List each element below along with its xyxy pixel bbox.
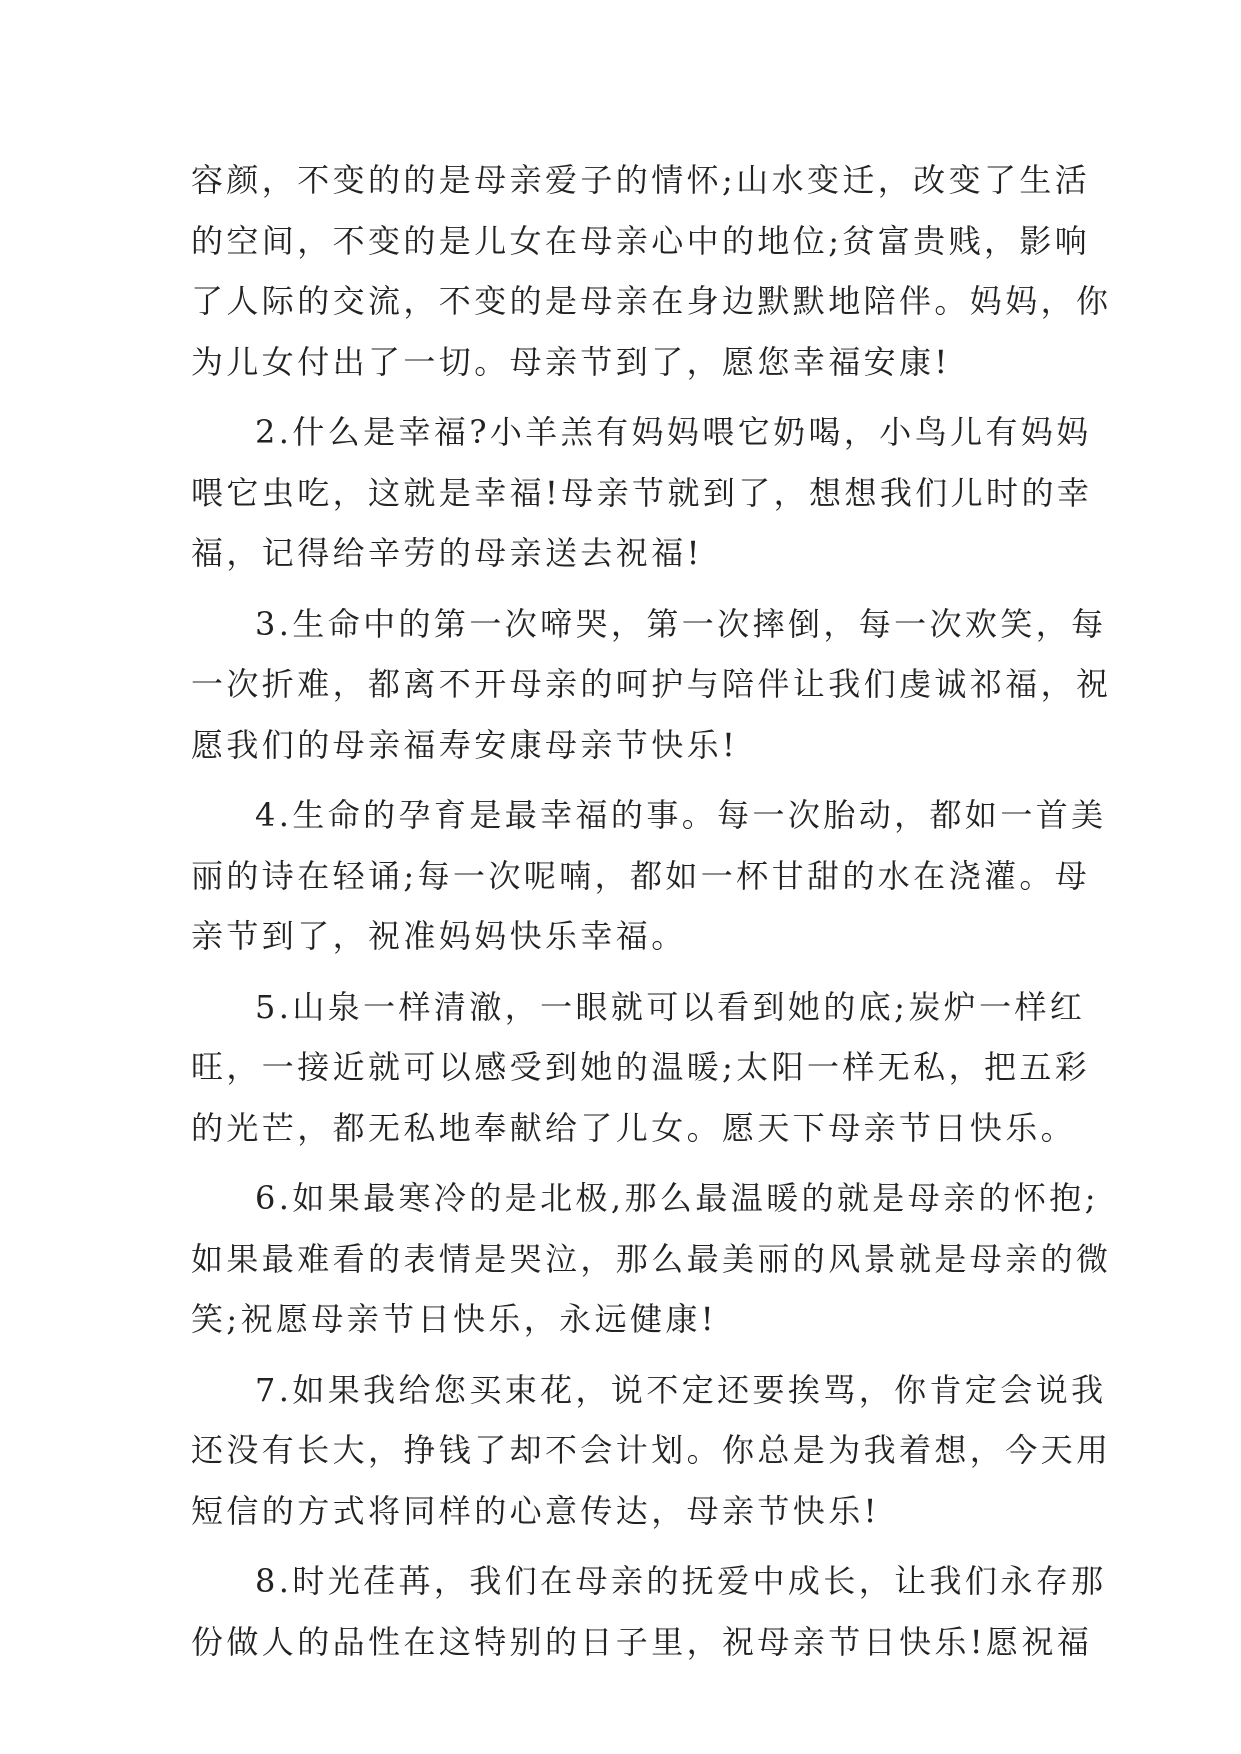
text-line: 丽的诗在轻诵;每一次呢喃，都如一杯甘甜的水在浇灌。母	[191, 856, 1091, 895]
text-line: 福，记得给辛劳的母亲送去祝福!	[191, 534, 703, 572]
paragraph	[191, 594, 1112, 776]
text-line: 如果最难看的表情是哭泣，那么最美丽的风景就是母亲的微	[191, 1239, 1112, 1278]
text-line: 6.如果最寒冷的是北极,那么最温暖的就是母亲的怀抱;	[255, 1179, 1099, 1217]
text-line: 还没有长大，挣钱了却不会计划。你总是为我着想，今天用	[191, 1431, 1112, 1469]
text-line: 2.什么是幸福?小羊羔有妈妈喂它奶喝，小鸟儿有妈妈	[255, 413, 1092, 451]
text-line: 笑;祝愿母亲节日快乐，永远健康!	[191, 1300, 718, 1338]
paragraph	[191, 1168, 1112, 1350]
paragraph	[191, 1551, 1107, 1672]
paragraph	[191, 150, 1112, 392]
text-line: 亲节到了，祝准妈妈快乐幸福。	[191, 917, 687, 955]
document-body	[191, 150, 1112, 1672]
text-line: 份做人的品性在这特别的日子里，祝母亲节日快乐!愿祝福	[191, 1622, 1093, 1661]
text-line: 喂它虫吃，这就是幸福!母亲节就到了，想想我们儿时的幸	[191, 473, 1093, 512]
text-line: 容颜，不变的的是母亲爱子的情怀;山水变迁，改变了生活	[191, 161, 1091, 199]
text-line: 旺，一接近就可以感受到她的温暖;太阳一样无私，把五彩	[191, 1048, 1091, 1086]
paragraph	[191, 402, 1093, 584]
text-line: 了人际的交流，不变的是母亲在身边默默地陪伴。妈妈，你	[191, 282, 1112, 320]
text-line: 愿我们的母亲福寿安康母亲节快乐!	[191, 725, 739, 764]
text-line: 8.时光荏苒，我们在母亲的抚爱中成长，让我们永存那	[255, 1562, 1107, 1600]
text-line: 5.山泉一样清澈，一眼就可以看到她的底;炭炉一样红	[255, 987, 1086, 1026]
text-line: 一次折难，都离不开母亲的呵护与陪伴让我们虔诚祁福，祝	[191, 665, 1112, 703]
text-line: 的空间，不变的是儿女在母亲心中的地位;贫富贵贱，影响	[191, 221, 1091, 260]
paragraph	[191, 977, 1091, 1159]
text-line: 的光芒，都无私地奉献给了儿女。愿天下母亲节日快乐。	[191, 1108, 1077, 1147]
text-line: 为儿女付出了一切。母亲节到了，愿您幸福安康!	[191, 342, 951, 381]
text-line: 4.生命的孕育是最幸福的事。每一次胎动，都如一首美	[255, 796, 1107, 834]
text-line: 短信的方式将同样的心意传达，母亲节快乐!	[191, 1491, 880, 1530]
paragraph	[191, 1360, 1112, 1542]
paragraph	[191, 785, 1107, 967]
text-line: 3.生命中的第一次啼哭，第一次摔倒，每一次欢笑，每	[255, 604, 1107, 643]
text-line: 7.如果我给您买束花，说不定还要挨骂，你肯定会说我	[255, 1370, 1107, 1409]
